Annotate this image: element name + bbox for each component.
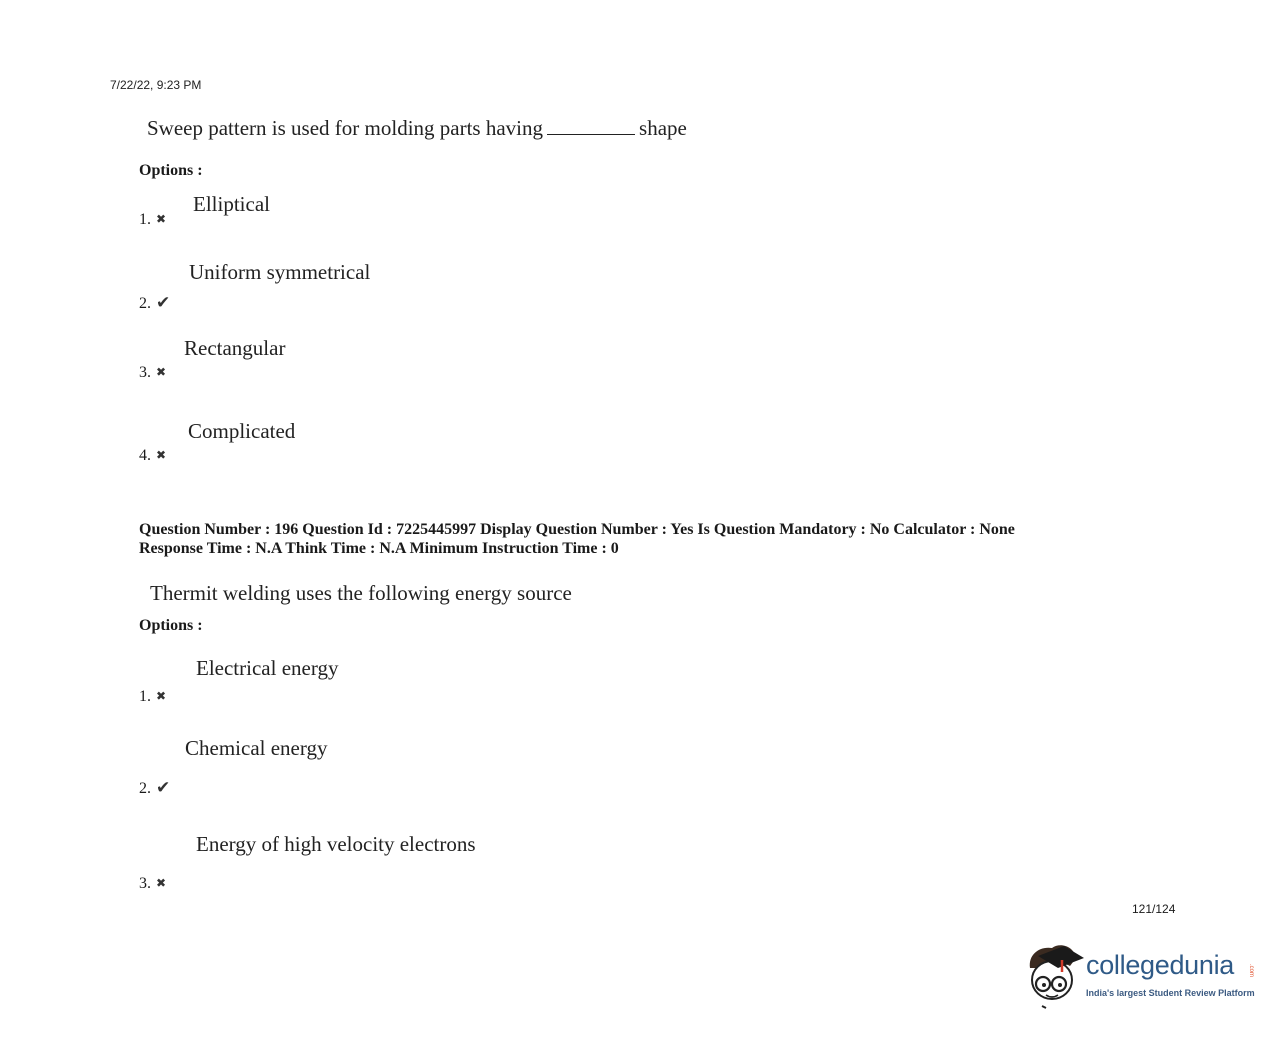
question-2-meta-line-1: Question Number : 196 Question Id : 7225445997 Display Question Number : Yes Is Question Mandatory : No Calculator : None: [139, 521, 1015, 538]
cross-icon: ✖: [156, 876, 167, 890]
q2-option-2-number: [139, 778, 170, 798]
q2-option-1-text: Electrical energy: [196, 656, 339, 680]
checkmark-icon: ✔: [156, 778, 171, 797]
cross-icon: ✖: [156, 448, 167, 462]
q1-option-1-num: 1.: [139, 211, 151, 228]
q1-option-1-number: [139, 211, 166, 229]
q1-option-2-text: Uniform symmetrical: [189, 260, 371, 284]
cross-icon: ✖: [156, 365, 167, 379]
cross-icon: ✖: [156, 689, 167, 703]
print-timestamp: 7/22/22, 9:23 PM: [110, 78, 202, 92]
question-1-options-label: Options :: [139, 162, 203, 179]
q1-option-1-text: Elliptical: [193, 192, 270, 216]
q1-option-3-num: 3.: [139, 364, 151, 381]
q2-option-2-text: Chemical energy: [185, 736, 328, 760]
cross-icon: ✖: [156, 212, 167, 226]
q1-option-4-number: [139, 447, 166, 465]
q2-option-2-num: 2.: [139, 780, 151, 797]
q1-option-4-text: Complicated: [188, 419, 296, 443]
q1-option-2-num: 2.: [139, 295, 151, 312]
q1-option-3-number: [139, 364, 166, 382]
question-1-text-before: Sweep pattern is used for molding parts having: [147, 116, 544, 140]
q2-option-3-text: Energy of high velocity electrons: [196, 832, 476, 856]
q2-option-3-num: 3.: [139, 875, 151, 892]
q2-option-3-number: [139, 875, 166, 893]
student-mascot-icon: [1024, 940, 1086, 1010]
collegedunia-logo: [1024, 940, 1256, 1010]
question-2-options-label: Options :: [139, 617, 203, 634]
question-2-meta-line-2: Response Time : N.A Think Time : N.A Minimum Instruction Time : 0: [139, 540, 619, 557]
q1-option-3-text: Rectangular: [184, 336, 286, 360]
question-2-text: Thermit welding uses the following energy source: [150, 581, 572, 605]
q2-option-1-num: 1.: [139, 688, 151, 705]
checkmark-icon: ✔: [156, 293, 171, 312]
page-number: 121/124: [1132, 902, 1176, 916]
q1-option-2-number: [139, 293, 170, 313]
logo-tagline: India's largest Student Review Platform: [1086, 988, 1255, 998]
q1-option-4-num: 4.: [139, 447, 151, 464]
question-1-text-after: shape: [639, 116, 687, 140]
logo-domain-suffix: .com: [1248, 964, 1254, 978]
question-1-text: [147, 116, 687, 141]
q2-option-1-number: [139, 688, 166, 706]
logo-wordmark: collegedunia: [1086, 950, 1235, 980]
fill-blank: [547, 120, 635, 135]
